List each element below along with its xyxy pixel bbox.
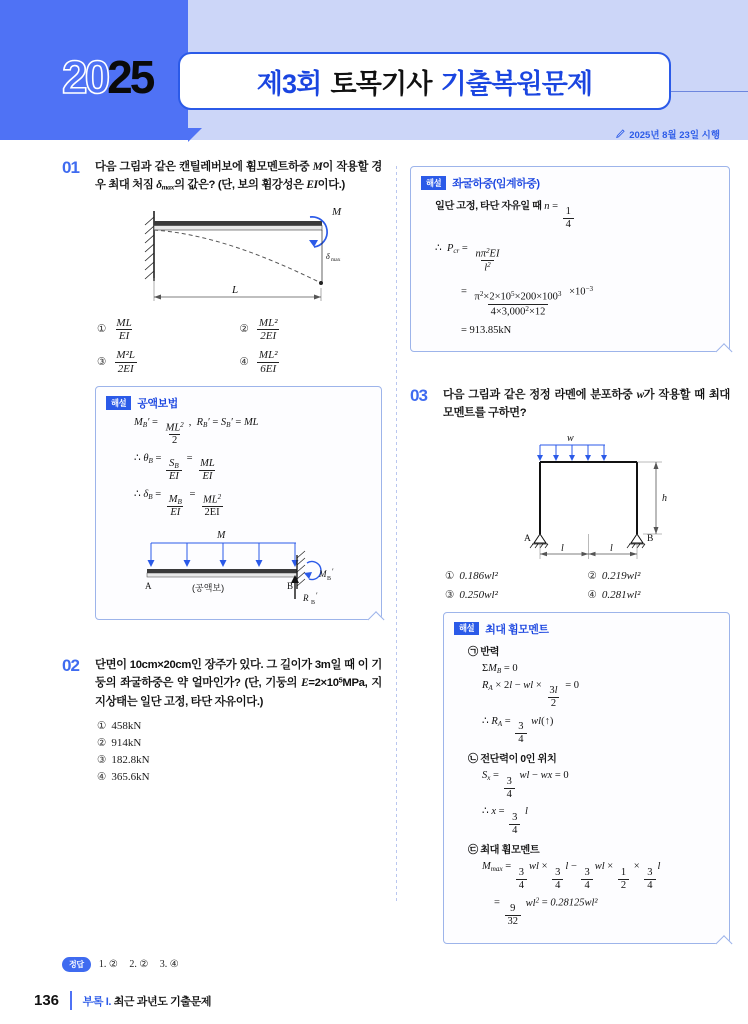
question-02-explanation	[410, 166, 730, 352]
choice-1[interactable]	[97, 720, 382, 732]
question-02-number: 02	[62, 656, 79, 676]
choice-4[interactable]	[97, 771, 382, 783]
choice-mark: ④	[587, 588, 597, 601]
choice-denominator: EI	[116, 329, 132, 342]
explanation-step-1-eq-3: ∴ $R_A$ = $\frac{3}{4}$ wl(↑)	[482, 715, 554, 745]
svg-text:M: M	[319, 569, 327, 580]
conjugate-beam-figure	[106, 527, 371, 605]
explanation-step-2-label: ㉡ 전단력이 0인 위치	[468, 754, 557, 766]
year-prefix: 20	[62, 51, 108, 103]
choice-denominator: 2EI	[257, 329, 279, 342]
explanation-step-1-eq-1: $\Sigma M_B = 0$	[482, 662, 518, 675]
choice-4[interactable]	[240, 349, 383, 375]
footer-section	[83, 993, 211, 1009]
condition-denominator: 4	[563, 218, 574, 231]
question-03-choices	[445, 570, 730, 608]
svg-text:w: w	[566, 432, 574, 444]
explanation-step-1-label: ㉠ 반력	[468, 646, 500, 658]
choice-numerator: ML²	[258, 316, 278, 329]
choice-2[interactable]	[97, 737, 382, 749]
page-number: 136	[34, 992, 60, 1009]
explanation-step-2-eq-2: ∴ x = $\frac{3}{4}$ l	[482, 806, 528, 836]
footer-divider	[70, 991, 72, 1010]
svg-text:B: B	[311, 600, 316, 606]
question-01	[62, 158, 382, 620]
svg-text:′: ′	[332, 567, 334, 577]
condition-symbol: n	[544, 201, 550, 212]
choice-mark: ②	[97, 737, 107, 750]
svg-text:M: M	[217, 530, 226, 542]
title-part-1: 제3회	[256, 68, 322, 99]
svg-text:max: max	[330, 256, 340, 263]
answer-item-3: 3. ④	[159, 958, 179, 970]
choice-numerator: ML	[116, 316, 132, 329]
svg-text:L: L	[231, 283, 238, 296]
result-value: 913.85kN	[469, 324, 512, 336]
final-value: 0.28125wl²	[550, 898, 598, 910]
question-03	[410, 386, 730, 944]
question-02-text: 단면이 10cm×20cm인 장주가 있다. 그 길이가 3m일 때 이 기둥의 좌굴하중은 약 얼마인가? (단, 기둥의 $E=2\times 10^5MPa$, 지지상태는 일단 고정, 타단 자유이다.)	[95, 659, 382, 708]
explanation-title: 공액보법	[137, 397, 178, 410]
explanation-step-3-eq-2: = $\frac{9}{32}$ $wl^2 = 0.28125wl^2$	[494, 896, 598, 928]
year-badge	[62, 51, 153, 103]
answer-bar	[62, 956, 432, 972]
explanation-badge: 해설	[421, 176, 446, 189]
column-divider	[396, 166, 397, 901]
explanation-formula-2: ∴ $\theta_B$ = $\frac{S_B}{EI}$ = $\frac{ML}{EI}$	[134, 452, 215, 483]
svg-text:l: l	[560, 542, 564, 554]
question-01-number: 01	[62, 158, 79, 177]
answer-item-1: 1. ②	[98, 958, 118, 970]
choice-value: 0.281wl²	[601, 588, 641, 601]
pencil-icon	[615, 129, 625, 139]
explanation-formula-3: ∴ $\delta_B$ = $\frac{M_B}{EI}$ = $\frac{ML^2}{2EI}$	[134, 488, 222, 519]
choice-mark: ④	[97, 771, 107, 784]
condition-text: 일단 고정, 타단 자유일 때	[435, 201, 542, 212]
choice-value: 365.6kN	[111, 771, 150, 784]
svg-text:A: A	[523, 533, 531, 544]
question-02	[62, 656, 382, 783]
choice-1[interactable]	[445, 570, 588, 582]
svg-text:B: B	[327, 576, 332, 583]
choice-4[interactable]	[588, 589, 731, 601]
choice-value: 914kN	[111, 737, 142, 750]
question-01-text: 다음 그림과 같은 캔틸레버보에 휨모멘트하중 M이 작용할 경우 최대 처짐 $\delta_{max}$의 값은? (단, 보의 휨강성은 EI이다.)	[95, 161, 382, 192]
choice-denominator: 2EI	[115, 362, 137, 375]
question-01-explanation	[95, 386, 382, 620]
choice-denominator: 6EI	[257, 362, 279, 375]
footer-section-dark: 최근 과년도 기출문제	[113, 995, 212, 1008]
answer-item-2: 2. ②	[129, 958, 149, 970]
svg-text:δ: δ	[325, 251, 330, 261]
choice-3[interactable]	[97, 349, 240, 375]
choice-mark: ③	[97, 356, 107, 369]
page-footer	[34, 991, 211, 1010]
choice-value: 458kN	[111, 720, 142, 733]
choice-mark: ②	[239, 323, 249, 336]
svg-text:l: l	[609, 542, 613, 554]
choice-2[interactable]	[588, 570, 731, 582]
answer-list	[99, 959, 188, 970]
svg-text:A: A	[145, 581, 152, 592]
svg-text:(공액보): (공액보)	[192, 583, 225, 594]
question-01-choices	[97, 317, 382, 382]
page-sheet	[0, 158, 748, 948]
question-03-text: 다음 그림과 같은 정정 라멘에 분포하중 w가 작용할 때 최대 모멘트를 구하면?	[443, 388, 730, 420]
explanation-step-2-eq-1: $S_x$ = $\frac{3}{4}$ wl − wx = 0	[482, 770, 569, 800]
answer-badge: 정답	[62, 957, 91, 972]
explanation-step-1-eq-2: $R_A \times 2l$ − wl × $\frac{3l}{2}$ = 0	[482, 679, 579, 709]
explanation-title: 최대 휨모멘트	[485, 623, 549, 636]
explanation-badge: 해설	[106, 396, 131, 409]
question-01-figure	[95, 203, 382, 308]
footer-section-blue: 부록 I.	[82, 995, 112, 1008]
choice-mark: ①	[97, 323, 107, 336]
explanation-pcr-formula: ∴ $P_{cr}$ = $\frac{n\pi^2EI}{l^2}$	[435, 242, 500, 274]
choice-3[interactable]	[445, 589, 588, 601]
right-column	[410, 158, 730, 950]
choice-mark: ④	[239, 356, 249, 369]
svg-text:′: ′	[316, 591, 318, 601]
explanation-step-3-eq-1: $M_{max}$ = $\frac{3}{4}$ wl × $\frac{3}{4}$ l − $\frac{3}{4}$ wl × $\frac{1}{2}$ × $\frac{3}{4}$ l	[482, 861, 661, 891]
svg-text:R: R	[303, 593, 309, 604]
svg-text:B: B	[287, 581, 294, 592]
choice-numerator: M²L	[116, 349, 136, 362]
svg-text:M: M	[331, 205, 341, 218]
left-column	[62, 158, 382, 789]
page-title	[178, 52, 671, 110]
choice-value: 0.250wl²	[459, 588, 498, 601]
svg-text:h: h	[661, 492, 667, 504]
explanation-condition: 일단 고정, 타단 자유일 때 n = $\frac{1}{4}$	[435, 197, 719, 231]
question-02-choices	[97, 720, 382, 783]
choice-2[interactable]	[240, 317, 383, 343]
condition-numerator: 1	[565, 206, 571, 218]
choice-numerator: ML²	[258, 349, 278, 362]
choice-mark: ③	[445, 588, 455, 601]
exam-date-text: 2025년 8월 23일 시행	[629, 130, 720, 141]
question-03-figure	[443, 431, 730, 561]
choice-1[interactable]	[97, 317, 240, 343]
question-03-explanation	[443, 612, 730, 944]
explanation-formula-1: $M_B'$ = $\frac{ML^2}{2}$ , $R_B' = S_B'$ = ML	[134, 416, 259, 447]
explanation-step-3-label: ㉢ 최대 휨모멘트	[468, 845, 540, 857]
choice-value: 0.219wl²	[601, 569, 641, 582]
explanation-badge: 해설	[454, 622, 479, 635]
choice-value: 0.186wl²	[459, 569, 498, 582]
choice-mark: ②	[587, 569, 597, 582]
page-header	[0, 0, 748, 158]
choice-value: 182.8kN	[111, 754, 150, 767]
explanation-pcr-substitution: = $\frac{\pi^2\times 2\times 10^5\times 200\times 100^3}{4\times 3,000^2\times 12}$ $\times 10^{-3}$	[461, 284, 594, 318]
title-part-2: 토목기사	[330, 68, 432, 99]
choice-3[interactable]	[97, 754, 382, 766]
explanation-title: 좌굴하중(임계하중)	[452, 178, 540, 190]
question-03-number: 03	[410, 385, 427, 405]
explanation-pcr-result: = 913.85kN	[461, 324, 512, 336]
exam-date	[615, 127, 720, 141]
svg-text:B: B	[646, 533, 653, 544]
year-suffix: 25	[107, 51, 153, 103]
choice-mark: ①	[97, 720, 107, 733]
header-notch	[188, 128, 202, 142]
choice-mark: ①	[445, 569, 455, 582]
title-part-3: 기출복원문제	[440, 68, 593, 99]
choice-mark: ③	[97, 754, 107, 767]
